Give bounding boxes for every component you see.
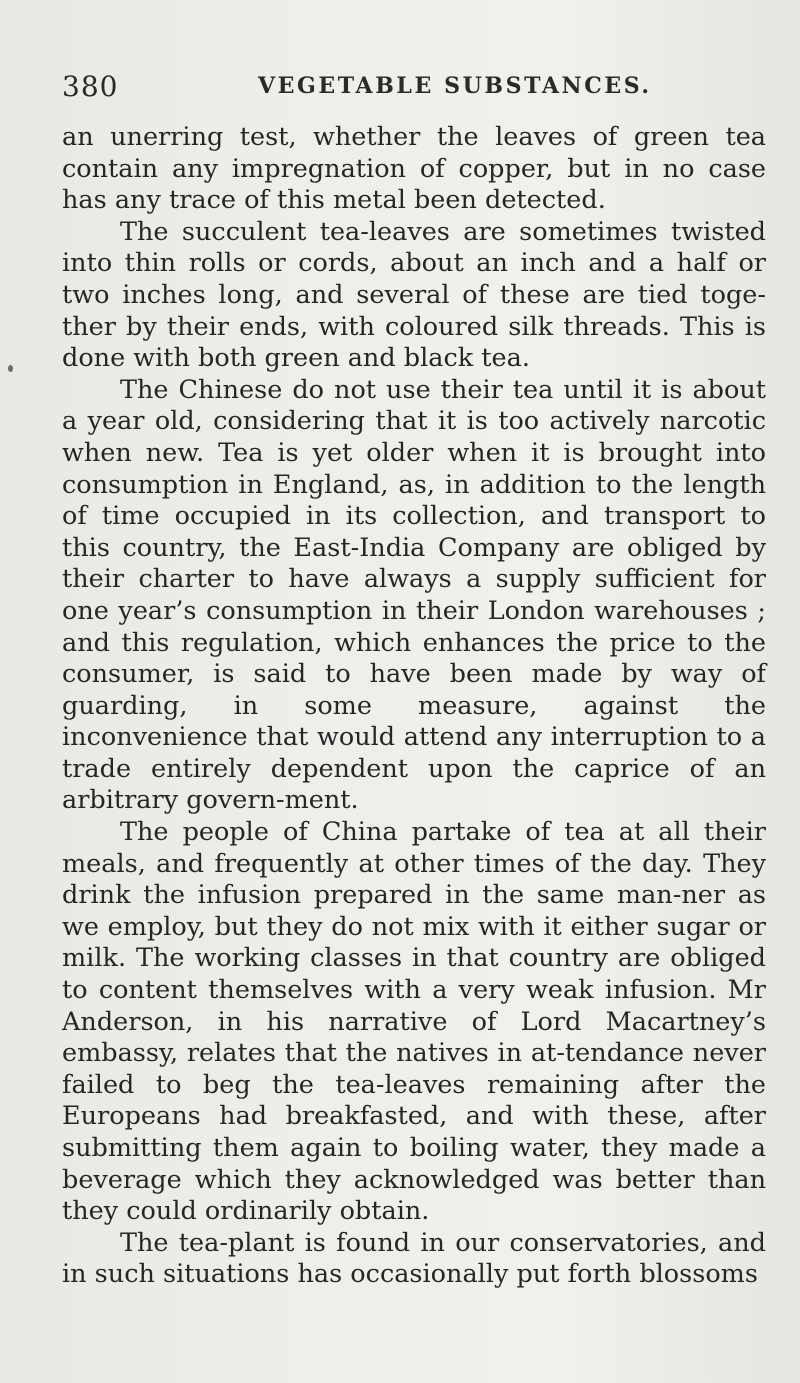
paragraph: an unerring test, whether the leaves of green tea contain any impregnation of copper, but in no case has any trace of this metal been detected. (62, 122, 766, 216)
running-head (62, 70, 742, 106)
body-text (62, 122, 766, 1291)
page-number: 380 (62, 70, 119, 103)
running-title: VEGETABLE SUBSTANCES. (258, 73, 652, 99)
paragraph: The tea-plant is found in our conservatories, and in such situations has occasionally put forth blossoms (62, 1227, 766, 1290)
page-speck (8, 365, 13, 372)
paragraph: The people of China partake of tea at all their meals, and frequently at other times of the day. They drink the infusion prepared in the same man-ner as we employ, but they do not mix with it either sugar or milk. The working classes in that country are obliged to content themselves with a very weak infusion. Mr Anderson, in his narrative of Lord Macartney’s embassy, relates that the natives in at-tendance never failed to beg the tea-leaves remaining after the Europeans had breakfasted, and with these, after submitting them again to boiling water, they made a beverage which they acknowledged was better than they could ordinarily obtain. (62, 817, 766, 1227)
paragraph: The Chinese do not use their tea until it is about a year old, considering that it is too actively narcotic when new. Tea is yet older when it is brought into consumption in England, as, in addition to the length of time occupied in its collection, and transport to this country, the East-India Company are obliged by their charter to have always a supply sufficient for one year’s consumption in their London warehouses ; and this regulation, which enhances the price to the consumer, is said to have been made by way of guarding, in some measure, against the inconvenience that would attend any interruption to a trade entirely dependent upon the caprice of an arbitrary govern-ment. (62, 374, 766, 816)
paragraph: The succulent tea-leaves are sometimes twisted into thin rolls or cords, about an inch and a half or two inches long, and several of these are tied toge-ther by their ends, with coloured silk threads. This is done with both green and black tea. (62, 216, 766, 374)
